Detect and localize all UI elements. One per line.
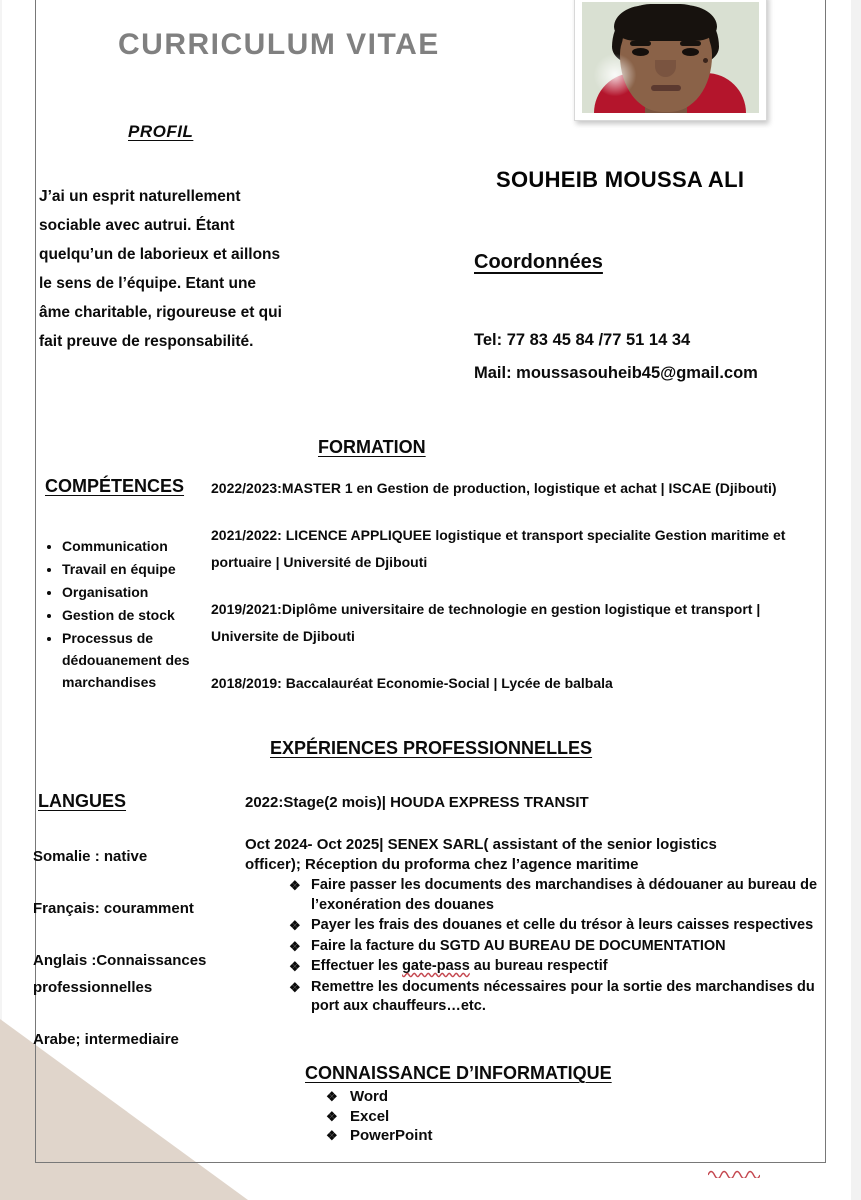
informatique-heading: CONNAISSANCE D’INFORMATIQUE — [305, 1063, 612, 1083]
photo-hairline — [614, 5, 717, 41]
photo-mouth — [651, 85, 681, 91]
spellcheck-flagged-word: gate-pass — [402, 958, 470, 974]
formation-heading: FORMATION — [318, 437, 426, 457]
coordonnees-block — [474, 324, 758, 390]
duty-item: ❖ Faire la facture du SGTD AU BUREAU DE DOCUMENTATION — [289, 937, 825, 957]
formation-entry: 2022/2023:MASTER 1 en Gestion de production, logistique et achat | ISCAE (Djibouti) — [211, 480, 777, 496]
phone-line: Tel: 77 83 45 84 /77 51 14 34 — [474, 331, 691, 349]
page-title: CURRICULUM VITAE — [118, 28, 440, 61]
email-line: Mail: moussasouheib45@gmail.com — [474, 364, 758, 382]
photo-eyebrow-left — [630, 41, 651, 46]
list-item: Français: couramment — [33, 900, 194, 917]
job-entry-1: 2022:Stage(2 mois)| HOUDA EXPRESS TRANSIT — [245, 794, 589, 811]
duty-item-gatepass — [289, 957, 825, 977]
list-item: ❖ Word — [326, 1087, 433, 1107]
coordonnees-heading: Coordonnées — [474, 251, 603, 273]
spacer — [245, 813, 825, 835]
langues-list — [33, 843, 238, 1078]
list-item: • Gestion de stock — [62, 604, 202, 626]
list-item: ❖ Excel — [326, 1107, 433, 1127]
list-item: • Organisation — [62, 581, 202, 603]
sheet-edge-right — [851, 0, 861, 1200]
job-entry-2-line2: officer); Réception du proforma chez l’agence maritime — [245, 856, 639, 873]
job-entry-2-line1: Oct 2024- Oct 2025| SENEX SARL( assistant of the senior logistics — [245, 836, 717, 853]
photo-highlight — [594, 54, 636, 96]
duty-item: ❖ Remettre les documents nécessaires pour la sortie des marchandises du port aux chauffeurs…etc. — [289, 978, 825, 1017]
list-item: • Processus de dédouanement des marchandises — [62, 627, 202, 693]
experiences-heading: EXPÉRIENCES PROFESSIONNELLES — [270, 738, 593, 758]
list-item: • Communication — [62, 535, 202, 557]
list-item: Arabe; intermediaire — [33, 1031, 179, 1048]
duty-item: ❖ Faire passer les documents des marchandises à dédouaner au bureau de l’exonération des douanes — [289, 876, 825, 915]
informatique-list — [326, 1087, 433, 1146]
photo-eyebrow-right — [680, 41, 701, 46]
formation-entry: 2021/2022: LICENCE APPLIQUEE logistique et transport specialite Gestion maritime et portuaire | Université de Djibouti — [211, 527, 786, 570]
competences-heading: COMPÉTENCES — [45, 476, 185, 496]
experiences-body — [245, 793, 825, 1017]
competences-list — [34, 535, 202, 694]
duty-text-prefix: Effectuer les — [311, 958, 403, 974]
duties-list — [245, 876, 825, 1017]
list-item: • Travail en équipe — [62, 558, 202, 580]
portrait-photo-frame — [574, 0, 767, 121]
candidate-name: SOUHEIB MOUSSA ALI — [496, 167, 745, 192]
portrait-photo — [582, 2, 759, 113]
langues-heading: LANGUES — [38, 791, 127, 811]
photo-eye-right — [682, 48, 699, 56]
list-item: ❖ PowerPoint — [326, 1126, 433, 1146]
profil-body-text: J’ai un esprit naturellement sociable avec autrui. Étant quelqu’un de laborieux et aillons le sens de l’équipe. Etant une âme charitable, rigoureuse et qui fait preuve de responsabilité. — [39, 188, 282, 350]
formation-entries — [211, 475, 829, 717]
profil-heading: PROFIL — [128, 122, 194, 141]
list-item: Anglais :Connaissances professionnelles — [33, 952, 207, 996]
list-item: Somalie : native — [33, 848, 148, 865]
duty-item: ❖ Payer les frais des douanes et celle du trésor à leurs caisses respectives — [289, 916, 825, 936]
photo-mole — [703, 58, 708, 63]
duty-text-suffix: au bureau respectif — [469, 958, 608, 974]
formation-entry: 2019/2021:Diplôme universitaire de technologie en gestion logistique et transport | Universite de Djibouti — [211, 601, 761, 644]
formation-entry: 2018/2019: Baccalauréat Economie-Social | Lycée de balbala — [211, 675, 613, 691]
spellcheck-squiggle-icon — [708, 1168, 760, 1178]
